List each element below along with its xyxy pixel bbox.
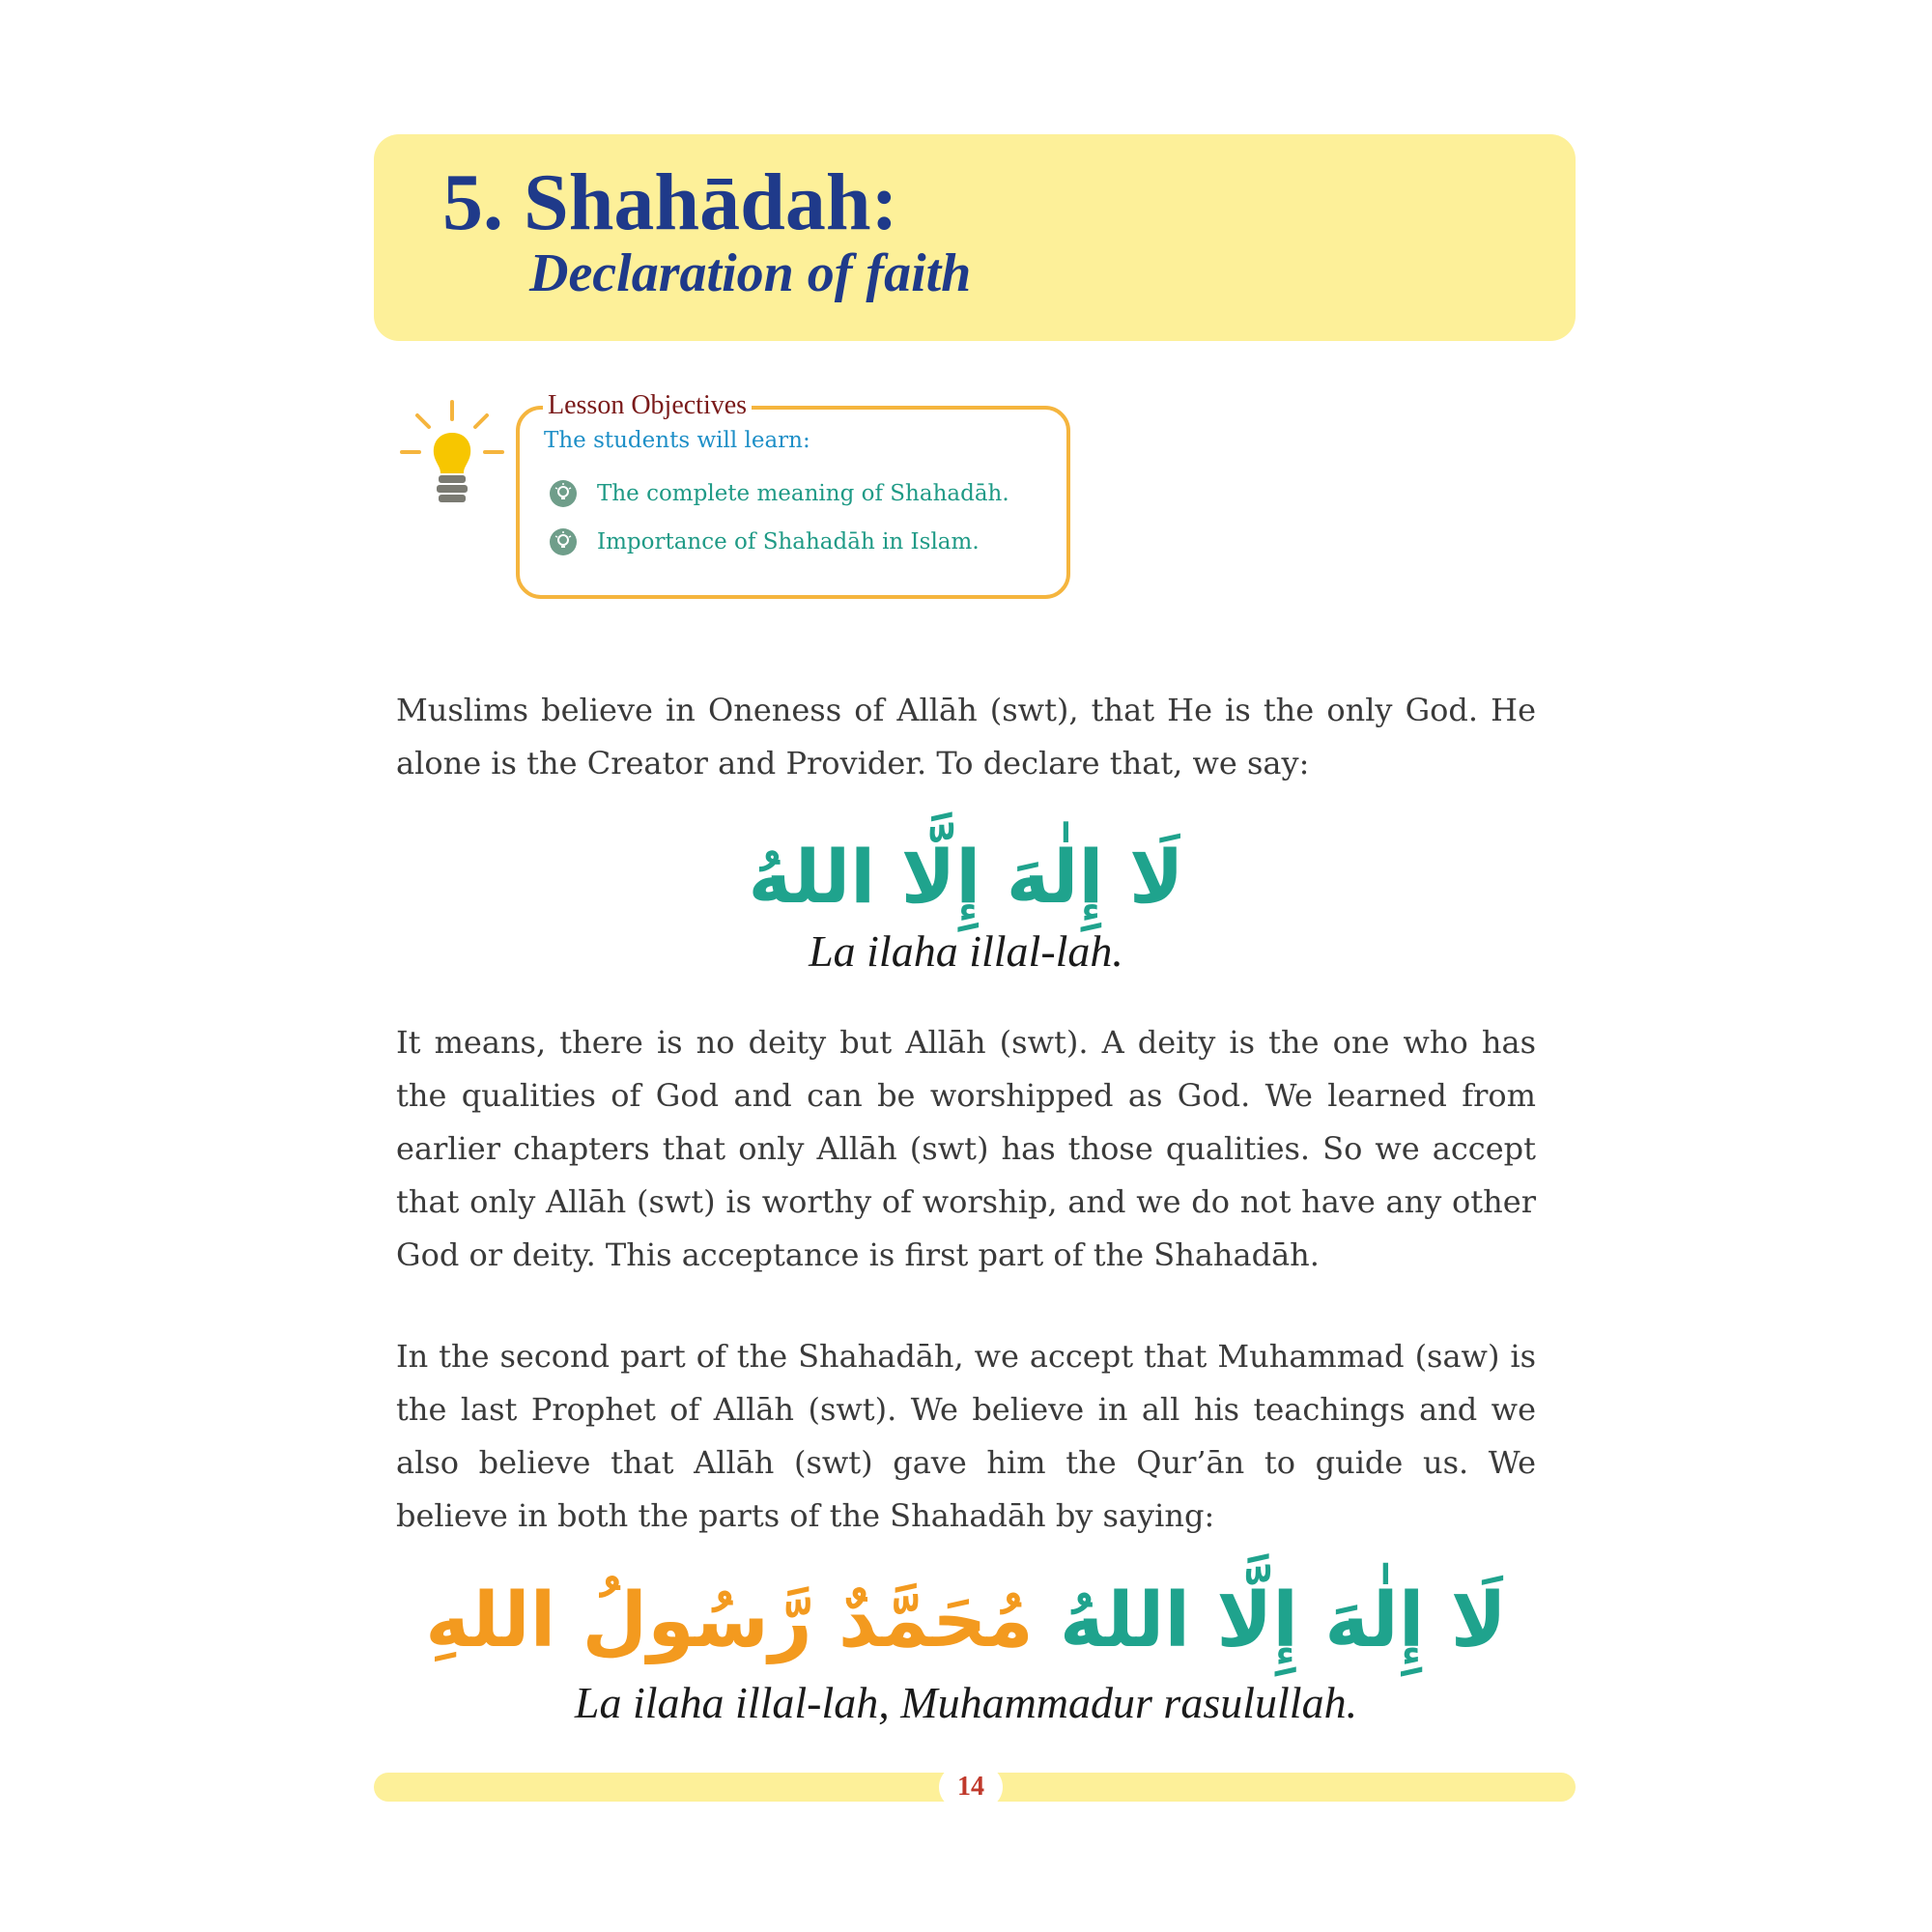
transliteration-2: La ilaha illal-lah, Muhammadur rasulullah. xyxy=(574,1678,1358,1727)
arabic-shahadah-part-1: لَا إِلٰهَ إِلَّا اللهُ xyxy=(1059,1577,1507,1664)
page-number: 14 xyxy=(939,1765,1003,1809)
arabic-full-shahadah xyxy=(0,1573,1932,1669)
objective-text: The complete meaning of Shahadāh. xyxy=(597,481,1009,506)
objective-text: Importance of Shahadāh in Islam. xyxy=(597,529,980,554)
objective-item xyxy=(549,526,980,557)
body-paragraph-2: It means, there is no deity but Allāh (swt). A deity is the one who has the qualities of God and can be worshipped as God. We learned from earlier chapters that only Allāh (swt) has those qualities. So we accept that only Allāh (swt) is worthy of worship, and we do not have any other God or deity. This acceptance is first part of the Shahadāh. xyxy=(396,1024,1536,1273)
lesson-objectives-intro: The students will learn: xyxy=(544,428,810,453)
objective-item xyxy=(549,478,1009,509)
lightbulb-icon xyxy=(398,396,506,512)
arabic-shahadah-part-2: مُحَمَّدٌ رَّسُولُ اللهِ xyxy=(425,1577,1034,1664)
arabic-shahadah-first-part: لَا إِلٰهَ إِلَّا اللهُ xyxy=(748,834,1184,920)
transliteration-1: La ilaha illal-lah. xyxy=(809,926,1123,976)
lightbulb-bullet-icon xyxy=(549,479,578,508)
body-paragraph-1: Muslims believe in Oneness of Allāh (swt), that He is the only God. He alone is the Creator and Provider. To declare that, we say: xyxy=(396,692,1536,781)
lightbulb-bullet-icon xyxy=(549,527,578,556)
body-paragraph-3: In the second part of the Shahadāh, we accept that Muhammad (saw) is the last Prophet of Allāh (swt). We believe in all his teachings and we also believe that Allāh (swt) gave him the Qur’ān to guide us. We believe in both the parts of the Shahadāh by saying: xyxy=(396,1338,1536,1534)
chapter-title: 5. Shahādah: xyxy=(442,157,898,247)
lesson-objectives-heading: Lesson Objectives xyxy=(543,389,752,422)
chapter-subtitle: Declaration of faith xyxy=(529,243,972,303)
